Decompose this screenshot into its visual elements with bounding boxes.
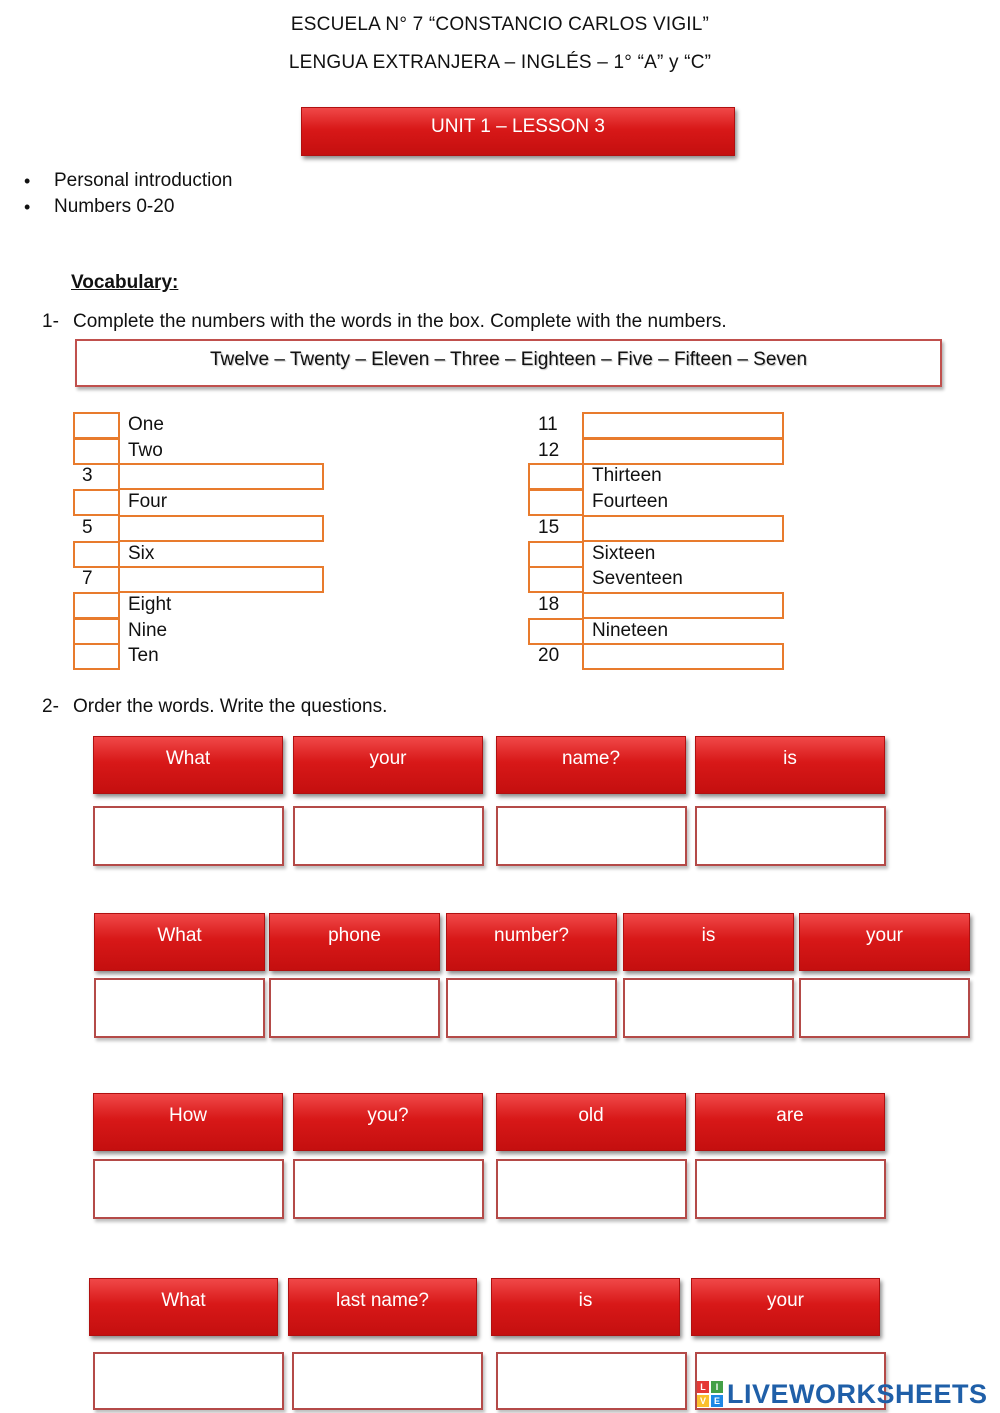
answer-slot[interactable] [446, 978, 617, 1038]
number-answer-input[interactable] [73, 592, 120, 619]
number-digit: 7 [82, 568, 93, 589]
answer-slot[interactable] [293, 806, 484, 866]
number-answer-input[interactable] [528, 618, 584, 645]
number-answer-input[interactable] [528, 463, 584, 490]
answer-slot[interactable] [93, 1352, 284, 1410]
number-word: Two [128, 440, 163, 461]
unit-banner: UNIT 1 – LESSON 3 [301, 107, 735, 156]
answer-slot[interactable] [93, 806, 284, 866]
answer-slot[interactable] [269, 978, 440, 1038]
number-word: Ten [128, 645, 159, 666]
liveworksheets-mark-icon: L I V E [697, 1381, 723, 1407]
number-digit: 3 [82, 465, 93, 486]
number-word: Seventeen [592, 568, 683, 589]
word-tile[interactable]: What [89, 1278, 278, 1336]
number-word: Nineteen [592, 620, 669, 641]
number-answer-input[interactable] [528, 489, 584, 516]
number-answer-input[interactable] [73, 643, 120, 670]
number-word: Eight [128, 594, 172, 615]
number-answer-input[interactable] [73, 438, 120, 465]
number-answer-input[interactable] [528, 566, 584, 593]
word-answer-input[interactable] [582, 412, 784, 439]
word-tile[interactable]: your [691, 1278, 880, 1336]
topic-item: • Numbers 0-20 [22, 194, 233, 220]
number-word: Six [128, 543, 155, 564]
word-answer-input[interactable] [582, 438, 784, 465]
word-tile[interactable]: old [496, 1093, 686, 1151]
word-answer-input[interactable] [118, 515, 324, 542]
answer-slot[interactable] [292, 1352, 483, 1410]
topic-item: • Personal introduction [22, 168, 233, 194]
number-answer-input[interactable] [73, 489, 120, 516]
word-tile[interactable]: name? [496, 736, 686, 794]
word-tile[interactable]: are [695, 1093, 885, 1151]
answer-slot[interactable] [293, 1159, 484, 1219]
number-word: Fourteen [592, 491, 669, 512]
number-digit: 12 [538, 440, 560, 461]
number-word: Four [128, 491, 168, 512]
number-answer-input[interactable] [73, 412, 120, 439]
number-word: One [128, 414, 164, 435]
word-tile[interactable]: number? [446, 913, 617, 971]
answer-slot[interactable] [496, 1352, 687, 1410]
answer-slot[interactable] [496, 1159, 687, 1219]
word-tile[interactable]: your [293, 736, 483, 794]
topics-list [22, 168, 233, 220]
word-tile[interactable]: you? [293, 1093, 483, 1151]
word-tile[interactable]: What [93, 736, 283, 794]
number-word: Nine [128, 620, 168, 641]
answer-slot[interactable] [799, 978, 970, 1038]
answer-slot[interactable] [496, 806, 687, 866]
word-answer-input[interactable] [118, 566, 324, 593]
answer-slot[interactable] [623, 978, 794, 1038]
word-answer-input[interactable] [582, 592, 784, 619]
word-tile[interactable]: is [695, 736, 885, 794]
number-digit: 5 [82, 517, 93, 538]
liveworksheets-logo [697, 1378, 988, 1410]
word-tile[interactable]: is [623, 913, 794, 971]
liveworksheets-text: LIVEWORKSHEETS [727, 1378, 988, 1409]
number-word: Thirteen [592, 465, 662, 486]
answer-slot[interactable] [695, 1159, 886, 1219]
school-name: ESCUELA N° 7 “CONSTANCIO CARLOS VIGIL” [290, 14, 710, 35]
answer-slot[interactable] [695, 806, 886, 866]
answer-slot[interactable] [93, 1159, 284, 1219]
word-answer-input[interactable] [118, 463, 324, 490]
number-answer-input[interactable] [528, 541, 584, 568]
word-tile[interactable]: phone [269, 913, 440, 971]
number-answer-input[interactable] [73, 541, 120, 568]
number-digit: 20 [538, 645, 560, 666]
word-box: Twelve – Twenty – Eleven – Three – Eighteen – Five – Fifteen – Seven [75, 339, 942, 387]
exercise1-instruction: Complete the numbers with the words in the box. Complete with the numbers. [73, 311, 727, 332]
word-answer-input[interactable] [582, 643, 784, 670]
number-word: Sixteen [592, 543, 656, 564]
word-tile[interactable]: is [491, 1278, 680, 1336]
vocabulary-heading: Vocabulary: [71, 272, 179, 293]
exercise2-instruction: Order the words. Write the questions. [73, 696, 388, 717]
number-answer-input[interactable] [73, 618, 120, 645]
number-digit: 18 [538, 594, 560, 615]
word-tile[interactable]: What [94, 913, 265, 971]
word-tile[interactable]: last name? [288, 1278, 477, 1336]
exercise2-number: 2- [42, 696, 59, 717]
course-title: LENGUA EXTRANJERA – INGLÉS – 1° “A” y “C” [288, 52, 712, 73]
word-tile[interactable]: How [93, 1093, 283, 1151]
number-digit: 15 [538, 517, 560, 538]
word-answer-input[interactable] [582, 515, 784, 542]
number-digit: 11 [538, 414, 558, 435]
exercise1-number: 1- [42, 311, 59, 332]
answer-slot[interactable] [94, 978, 265, 1038]
word-tile[interactable]: your [799, 913, 970, 971]
